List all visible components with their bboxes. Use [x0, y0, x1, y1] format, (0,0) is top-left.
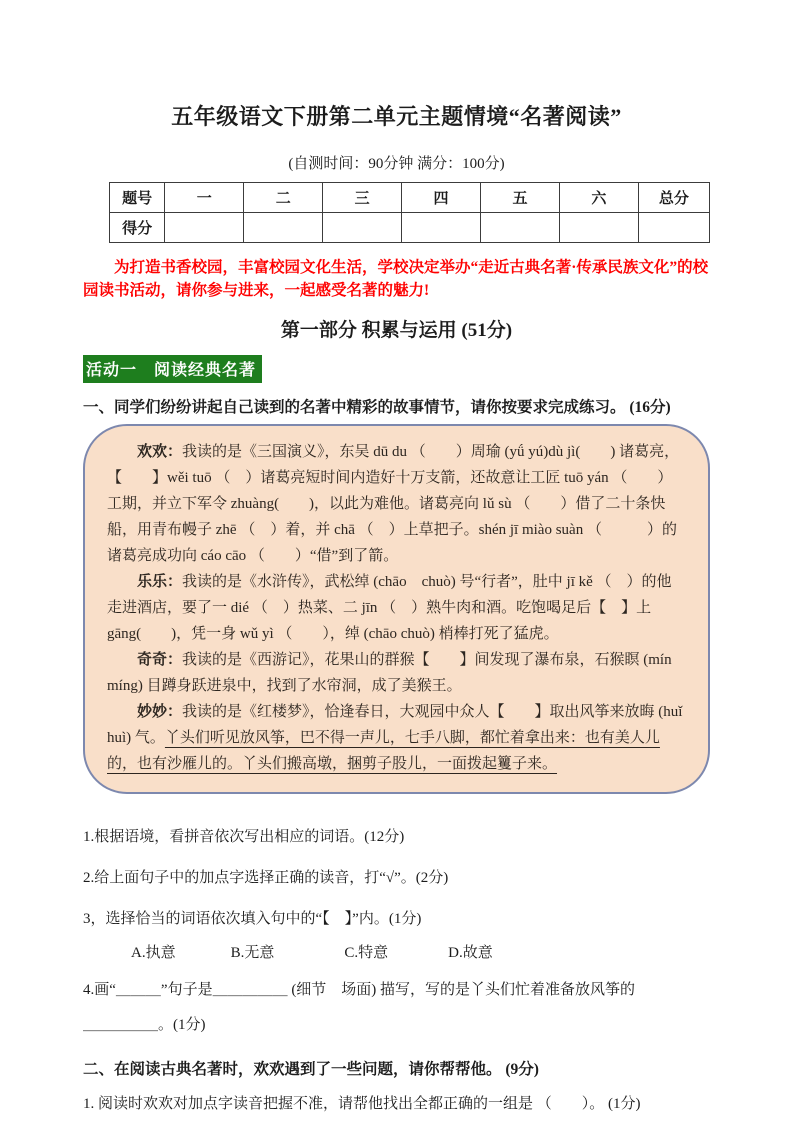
score-cell-empty	[481, 213, 560, 243]
score-table-header-cell: 三	[323, 183, 402, 213]
question-4-line2: ＿＿＿＿＿。(1分)	[83, 1017, 206, 1033]
underlined-sentence: 丫头们听见放风筝，巴不得一声儿，七手八脚，都忙着拿出来：也有美人儿的，也有沙雁儿的。丫头们搬高墩，捆剪子股儿，一面拨起籰子来。	[107, 730, 660, 772]
question-4-line1: 4.画“＿＿＿”句子是＿＿＿＿＿ (细节 场面) 描写，写的是丫头们忙着准备放风筝的	[83, 982, 636, 998]
page-subtitle: (自测时间：90分钟 满分：100分)	[288, 156, 505, 172]
speaker-name: 欢欢：	[137, 444, 183, 460]
score-cell-empty	[165, 213, 244, 243]
notice-text: 为打造书香校园，丰富校园文化生活，学校决定举办“走近古典名著·传承民族文化”的校园读书活动，请你参与进来，一起感受名著的魅力!	[83, 259, 709, 299]
question-3: 3，选择恰当的词语依次填入句中的“【 】”内。(1分)	[83, 911, 422, 927]
score-table-header-cell: 六	[559, 183, 638, 213]
score-cell-empty	[402, 213, 481, 243]
score-row-label: 得分	[110, 213, 165, 243]
speaker-name: 奇奇：	[137, 652, 183, 668]
option-d: D.故意	[448, 945, 493, 961]
score-table	[109, 182, 710, 243]
story-text: 我读的是《三国演义》，东吴 dū du （ ）周瑜 (yǘ yú)dù jì( ) 诸葛亮，【 】wěi tuō （ ）诸葛亮短时间内造好十万支箭，还故意让工匠 tuō yán （ ）工期，并立下军令 zhuàng( )，以此为难他。诸葛亮向 lǔ sù （ ）借了二十条快船，用青布幔子 zhē （ ）着，并 chā （ ）上草把子。shén jī miào suàn （ ）的诸葛亮成功向 cáo cāo （ ）“借”到了箭。	[107, 444, 680, 564]
score-table-score-row	[110, 213, 710, 243]
question-3-options	[83, 941, 710, 962]
activity1-label: 活动一 阅读经典名著	[83, 355, 262, 383]
section1-heading: 一、同学们纷纷讲起自己读到的名著中精彩的故事情节，请你按要求完成练习。 (16分)	[83, 399, 671, 416]
option-c: C.特意	[344, 945, 389, 961]
story-paragraph-qiqi	[107, 647, 686, 699]
section2-heading: 二、在阅读古典名著时，欢欢遇到了一些问题，请你帮帮他。 (9分)	[83, 1061, 539, 1078]
option-a: A.执意	[131, 945, 176, 961]
score-table-header-row	[110, 183, 710, 213]
question-1: 1.根据语境，看拼音依次写出相应的词语。(12分)	[83, 829, 405, 845]
story-text: 我读的是《西游记》，花果山的群猴【 】间发现了瀑布泉，石猴瞑 (mín míng) 目蹲身跃进泉中，找到了水帘洞，成了美猴王。	[107, 652, 672, 694]
score-table-header-cell: 五	[481, 183, 560, 213]
page-title: 五年级语文下册第二单元主题情境“名著阅读”	[171, 104, 622, 129]
speaker-name: 妙妙：	[137, 704, 183, 720]
score-cell-empty	[559, 213, 638, 243]
option-b: B.无意	[230, 945, 275, 961]
speaker-name: 乐乐：	[137, 574, 183, 590]
score-table-header-cell: 总分	[638, 183, 709, 213]
score-table-header-cell: 二	[244, 183, 323, 213]
story-box	[83, 424, 710, 794]
story-paragraph-lele	[107, 569, 686, 647]
score-table-header-cell: 题号	[110, 183, 165, 213]
score-cell-empty	[638, 213, 709, 243]
section2-question-1: 1. 阅读时欢欢对加点字读音把握不准，请帮他找出全都正确的一组是 （ ）。 (1分)	[83, 1096, 641, 1112]
story-paragraph-miaomiao	[107, 699, 686, 777]
story-paragraph-huanhuan	[107, 439, 686, 569]
score-table-header-cell: 四	[402, 183, 481, 213]
score-cell-empty	[323, 213, 402, 243]
score-table-header-cell: 一	[165, 183, 244, 213]
story-text: 我读的是《水浒传》，武松绰 (chāo chuò) 号“行者”，肚中 jī kě （ ）的他走进酒店，要了一 dié （ ）热菜、二 jīn （ ）熟牛肉和酒。吃饱喝足后【 】上 gāng( )，凭一身 wǔ yì （ ），绰 (chāo chuò) 梢棒打死了猛虎。	[107, 574, 672, 642]
question-2: 2.给上面句子中的加点字选择正确的读音，打“√”。(2分)	[83, 870, 449, 886]
story-text: 我读的是《红楼梦》，恰逢春日，大观园中众人【 】取出风筝来放晦 (huǐ huì) 气。	[107, 704, 683, 746]
part1-heading: 第一部分 积累与运用 (51分)	[280, 320, 513, 341]
score-cell-empty	[244, 213, 323, 243]
